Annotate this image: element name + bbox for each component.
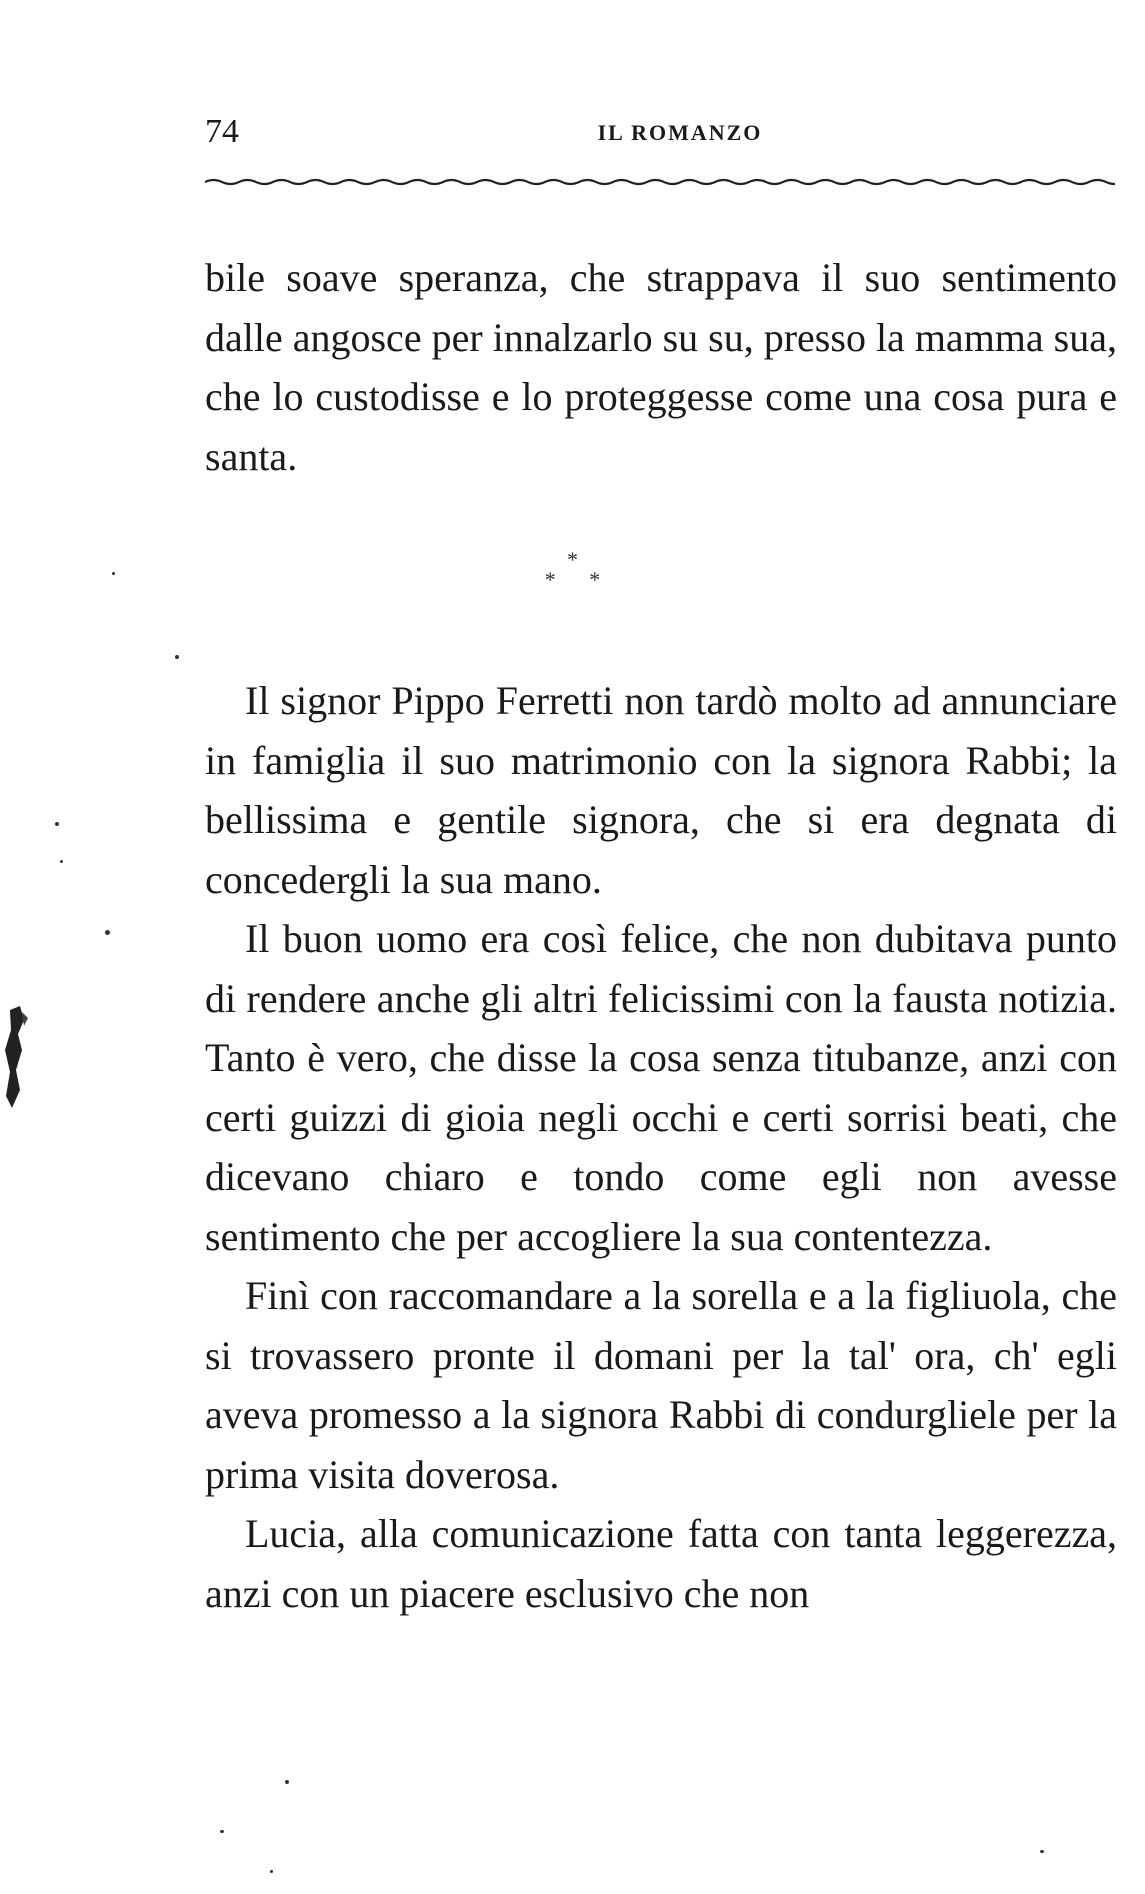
page-number: 74 <box>205 113 239 150</box>
scan-speck <box>105 930 110 935</box>
running-title: IL ROMANZO <box>597 120 763 145</box>
text-block-main <box>205 671 1117 1623</box>
asterism-top-star: * <box>567 547 578 572</box>
asterism-bottom-stars: * * <box>544 567 615 592</box>
running-head <box>205 112 1115 162</box>
ink-blot <box>2 1000 32 1120</box>
paragraph: Finì con raccomandare a la sorella e a la figliuola, che si trovassero pronte il domani per la tal' ora, ch' egli aveva promesso a la signora Rabbi di condurgliele per la prima visita doverosa. <box>205 1273 1117 1497</box>
scan-speck <box>55 822 59 826</box>
wavy-rule <box>205 175 1115 189</box>
scan-speck <box>270 1870 273 1873</box>
paragraph: Il buon uomo era così felice, che non dubitava punto di rendere anche gli altri felicissimi con la fausta notizia. Tanto è vero, che disse la cosa senza titubanze, anzi con certi guizzi di gioia negli occhi e certi sorrisi beati, che dicevano chiaro e tondo come egli non avesse sentimento che per accogliere la sua contentezza. <box>205 916 1117 1259</box>
asterism-ornament <box>0 547 1145 592</box>
paragraph-continuation: bile soave speranza, che strappava il suo sentimento dalle angosce per innalzarlo su su, presso la mamma sua, che lo custodisse e lo proteggesse come una cosa pura e santa. <box>205 255 1117 479</box>
scan-speck <box>1040 1850 1044 1853</box>
scan-speck <box>220 1830 224 1833</box>
scan-speck <box>285 1780 289 1784</box>
scan-speck <box>175 655 179 659</box>
scan-speck <box>60 860 63 863</box>
paragraph: Lucia, alla comunicazione fatta con tanta leggerezza, anzi con un piacere esclusivo che non <box>205 1511 1117 1616</box>
paragraph: Il signor Pippo Ferretti non tardò molto ad annunciare in famiglia il suo matrimonio con la signora Rabbi; la bellissima e gentile signora, che si era degnata di concedergli la sua mano. <box>205 678 1117 902</box>
text-block-continuation <box>205 248 1117 486</box>
scan-speck <box>112 572 115 575</box>
